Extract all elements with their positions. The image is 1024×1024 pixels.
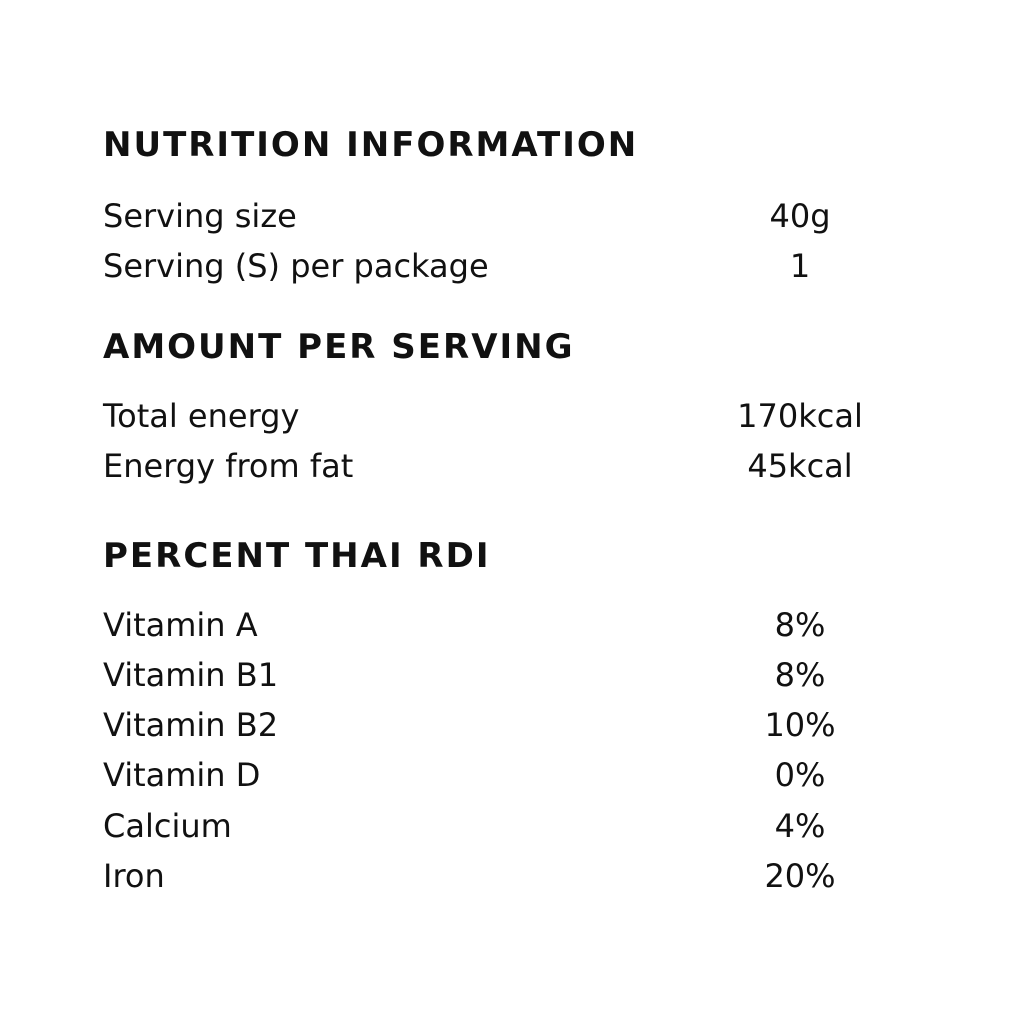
row-label: Vitamin D: [103, 756, 261, 794]
row-label: Serving size: [103, 197, 297, 235]
row-label: Vitamin B2: [103, 706, 279, 744]
section-title-percent-thai-rdi: PERCENT THAI RDI: [103, 536, 491, 576]
row-value: 4%: [774, 807, 826, 845]
nutrition-row-vitamin-a: [103, 600, 923, 650]
section-title-nutrition-information: NUTRITION INFORMATION: [103, 125, 639, 165]
row-label: Vitamin A: [103, 606, 258, 644]
row-label: Calcium: [103, 807, 232, 845]
nutrition-row-total-energy: [103, 391, 923, 441]
row-value: 8%: [774, 656, 826, 694]
row-value: 45kcal: [747, 447, 853, 485]
nutrition-row-servings-per-package: [103, 241, 923, 291]
row-value: 1: [789, 247, 811, 285]
row-value: 0%: [774, 756, 826, 794]
nutrition-row-vitamin-b1: [103, 650, 923, 700]
row-label: Total energy: [103, 397, 300, 435]
row-value: 20%: [764, 857, 836, 895]
nutrition-row-calcium: [103, 801, 923, 851]
nutrition-row-energy-from-fat: [103, 441, 923, 491]
nutrition-row-vitamin-b2: [103, 700, 923, 750]
row-value: 170kcal: [737, 397, 863, 435]
row-label: Vitamin B1: [103, 656, 279, 694]
nutrition-row-vitamin-d: [103, 750, 923, 800]
row-label: Energy from fat: [103, 447, 354, 485]
nutrition-row-serving-size: [103, 191, 923, 241]
row-value: 10%: [764, 706, 836, 744]
row-value: 40g: [769, 197, 831, 235]
section-title-amount-per-serving: AMOUNT PER SERVING: [103, 327, 575, 367]
nutrition-row-iron: [103, 851, 923, 901]
row-label: Iron: [103, 857, 165, 895]
row-value: 8%: [774, 606, 826, 644]
row-label: Serving (S) per package: [103, 247, 489, 285]
